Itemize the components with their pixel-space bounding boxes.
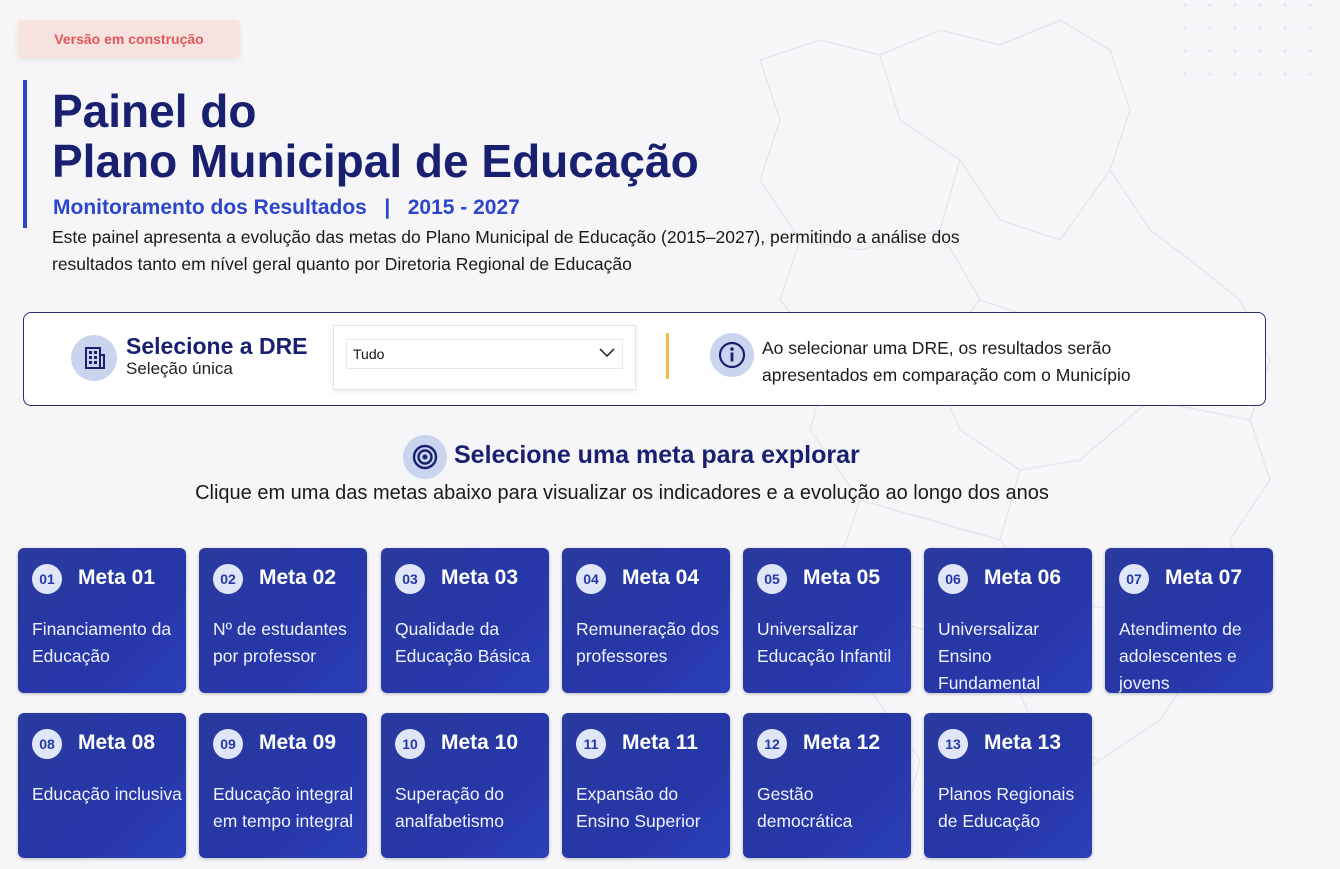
title-line-2: Plano Municipal de Educação: [52, 135, 699, 187]
target-icon: [403, 435, 447, 479]
meta-card-description: Universalizar Educação Infantil: [757, 619, 892, 666]
dre-dropdown[interactable]: [346, 339, 623, 369]
meta-number-badge: 08: [32, 729, 62, 759]
version-badge: Versão em construção: [18, 20, 240, 58]
meta-card-title: Meta 06: [984, 566, 1062, 589]
meta-number-badge: 09: [213, 729, 243, 759]
meta-card-06[interactable]: [924, 548, 1092, 693]
meta-card-08[interactable]: [18, 713, 186, 858]
dre-dropdown-value: Tudo: [353, 346, 385, 362]
meta-number-badge: 01: [32, 564, 62, 594]
meta-card-02[interactable]: [199, 548, 367, 693]
meta-card-description: Universalizar Ensino Fundamental: [938, 619, 1041, 693]
dre-info-text: Ao selecionar uma DRE, os resultados serão apresentados em comparação com o Município: [762, 338, 1131, 385]
meta-card-description: Atendimento de adolescentes e jovens: [1119, 619, 1242, 693]
meta-card-description: Educação integral em tempo integral: [213, 784, 354, 831]
meta-card-description: Qualidade da Educação Básica: [395, 619, 531, 666]
chevron-down-icon: [598, 347, 616, 359]
meta-card-description: Gestão democrática: [757, 784, 853, 831]
meta-card-title: Meta 03: [441, 566, 519, 589]
meta-card-description: Expansão do Ensino Superior: [576, 784, 701, 831]
meta-card-description: Financiamento da Educação: [32, 619, 172, 666]
meta-number-badge: 04: [576, 564, 606, 594]
meta-card-10[interactable]: [381, 713, 549, 858]
meta-card-description: Remuneração dos professores: [576, 619, 719, 666]
dre-dropdown-container: [333, 325, 636, 390]
page-description: Este painel apresenta a evolução das metas do Plano Municipal de Educação (2015–2027), permitindo a análise dos resultados tanto em nível geral quanto por Diretoria Regional de Educação: [52, 227, 960, 274]
meta-card-07[interactable]: [1105, 548, 1273, 693]
info-icon: [710, 333, 754, 377]
meta-card-title: Meta 12: [803, 731, 881, 754]
meta-number-badge: 06: [938, 564, 968, 594]
meta-card-03[interactable]: [381, 548, 549, 693]
meta-card-12[interactable]: [743, 713, 911, 858]
building-icon: [71, 335, 117, 381]
meta-card-05[interactable]: [743, 548, 911, 693]
meta-card-title: Meta 01: [78, 566, 156, 589]
meta-card-title: Meta 04: [622, 566, 700, 589]
meta-number-badge: 05: [757, 564, 787, 594]
meta-card-description: Educação inclusiva: [32, 784, 182, 804]
meta-card-description: Planos Regionais de Educação: [938, 784, 1075, 831]
dre-subtitle: Seleção única: [126, 359, 233, 378]
meta-card-description: Nº de estudantes por professor: [213, 619, 347, 666]
meta-card-title: Meta 13: [984, 731, 1062, 754]
meta-card-description: Superação do analfabetismo: [395, 784, 504, 831]
meta-card-title: Meta 07: [1165, 566, 1243, 589]
meta-card-title: Meta 10: [441, 731, 519, 754]
meta-card-title: Meta 09: [259, 731, 337, 754]
meta-card-01[interactable]: [18, 548, 186, 693]
metas-section-title: Selecione uma meta para explorar: [454, 441, 860, 469]
title-accent-bar: [23, 80, 27, 228]
meta-card-title: Meta 02: [259, 566, 337, 589]
meta-card-04[interactable]: [562, 548, 730, 693]
meta-card-09[interactable]: [199, 713, 367, 858]
page-subtitle: Monitoramento dos Resultados | 2015 - 2027: [53, 196, 520, 219]
panel-divider: [666, 333, 669, 379]
meta-card-13[interactable]: [924, 713, 1092, 858]
title-line-1: Painel do: [52, 85, 257, 137]
meta-number-badge: 03: [395, 564, 425, 594]
meta-number-badge: 12: [757, 729, 787, 759]
dre-selector-panel: [23, 312, 1266, 406]
meta-card-title: Meta 11: [622, 731, 698, 754]
meta-number-badge: 07: [1119, 564, 1149, 594]
metas-section-subtitle: Clique em uma das metas abaixo para visualizar os indicadores e a evolução ao longo dos anos: [195, 482, 1049, 504]
meta-number-badge: 10: [395, 729, 425, 759]
meta-number-badge: 11: [576, 729, 606, 759]
meta-number-badge: 13: [938, 729, 968, 759]
meta-card-11[interactable]: [562, 713, 730, 858]
meta-number-badge: 02: [213, 564, 243, 594]
meta-card-title: Meta 05: [803, 566, 881, 589]
dre-title: Selecione a DRE: [126, 333, 308, 359]
meta-card-title: Meta 08: [78, 731, 156, 754]
page-title: [52, 86, 699, 186]
